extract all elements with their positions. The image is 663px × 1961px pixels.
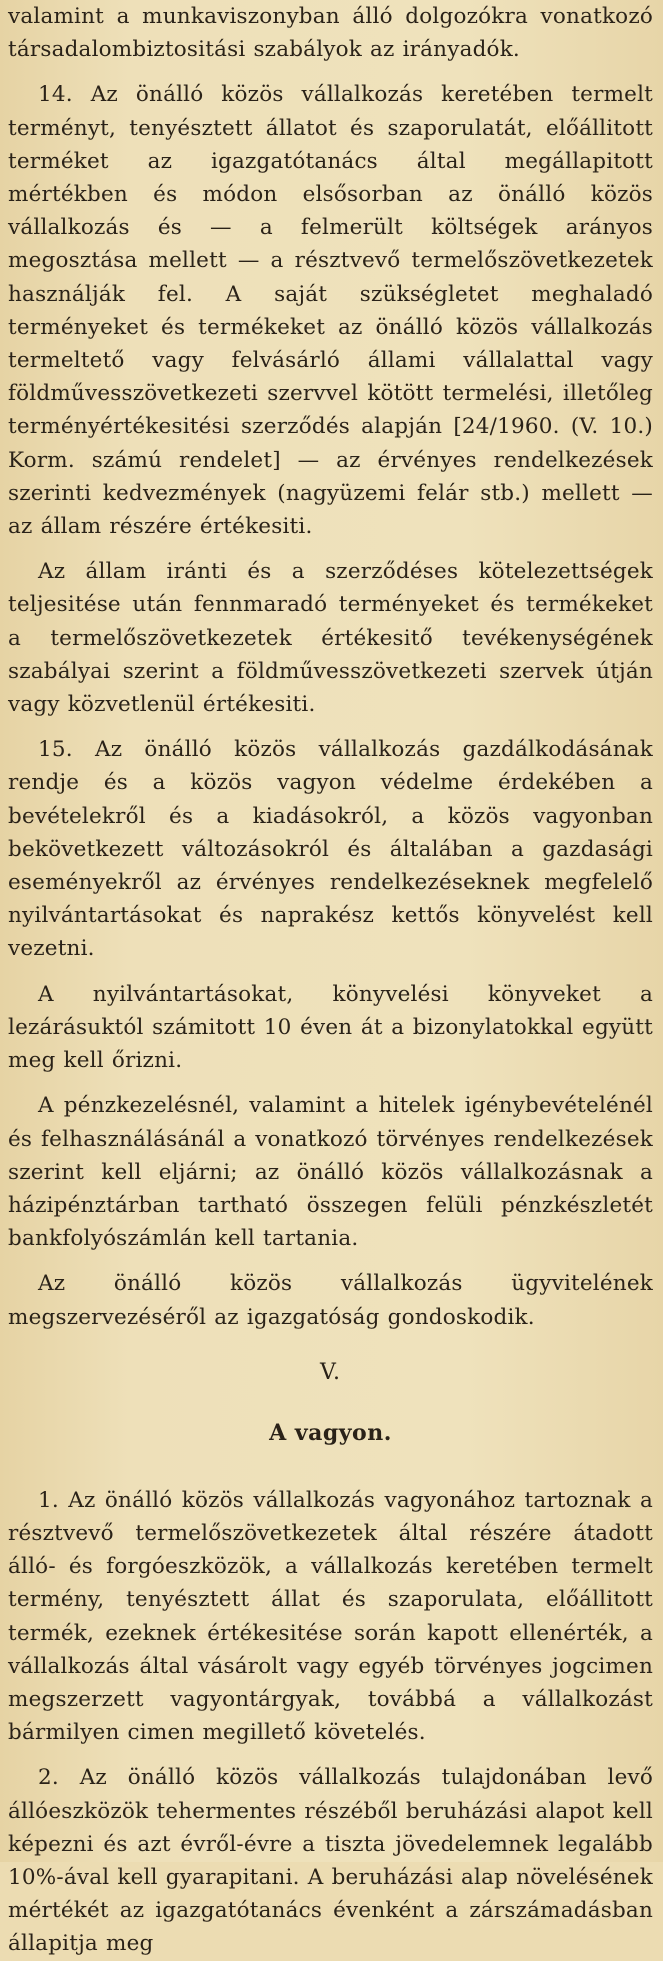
paragraph-records-retention: A nyilvántartásokat, könyvelési könyveket a lezárásuktól számitott 10 éven át a bizonylatokkal együtt meg kell őrizni. xyxy=(8,981,653,1074)
paragraph-section-2: 2. Az önálló közös vállalkozás tulajdonában levő állóeszközök tehermentes részéből beruházási alapot kell képezni és azt évről-évre a tiszta jövedelemnek legalább 10%-ával kell gyarapitani. A beruházási alap növelésének mértékét az igazgatótanács évenként a zárszámadásban állapitja meg xyxy=(8,1765,653,1957)
section-number: V. xyxy=(319,1359,342,1385)
paragraph-cash-handling: A pénzkezelésnél, valamint a hitelek igénybevételénél és felhasználásánál a vonatkozó törvényes rendelkezések szerint kell eljárni; az önálló közös vállalkozásnak a házipénztárban tartható összegen felüli pénzkészletét bankfolyószámlán kell tartania. xyxy=(8,1093,653,1252)
paragraph-15: 15. Az önálló közös vállalkozás gazdálkodásának rendje és a közös vagyon védelme érdekében a bevételekről és a kiadásokról, a közös vagyonban bekövetkezett változásokról és általában a gazdasági eseményekről az érvényes rendelkezéseknek megfelelő nyilvántartásokat és naprakész kettős könyvelést kell vezetni. xyxy=(8,737,653,962)
paragraph-state-obligations: Az állam iránti és a szerződéses kötelezettségek teljesitése után fennmaradó terményeket és termékeket a termelőszövetkezetek értékesitő tevékenységének szabályai szerint a földművesszövetkezeti szervek útján vagy közvetlenül értékesiti. xyxy=(8,559,653,718)
paragraph-continuation: valamint a munkaviszonyban álló dolgozókra vonatkozó társadalombiztositási szabályok az irányadók. xyxy=(8,4,653,63)
paragraph-section-1: 1. Az önálló közös vállalkozás vagyonához tartoznak a résztvevő termelőszövetkezetek által részére átadott álló- és forgóeszközök, a vállalkozás keretében termelt termény, tenyésztett állat és szaporulata, előállitott termék, ezeknek értékesitése során kapott ellenérték, a vállalkozás által vásárolt vagy egyéb törvényes jogcimen megszerzett vagyontárgyak, továbbá a vállalkozást bármilyen cimen megillető követelés. xyxy=(8,1487,653,1746)
section-title: A vagyon. xyxy=(269,1419,392,1446)
paragraph-administration: Az önálló közös vállalkozás ügyvitelének megszervezéséről az igazgatóság gondoskodik. xyxy=(8,1271,653,1330)
paragraph-14: 14. Az önálló közös vállalkozás keretében termelt terményt, tenyésztett állatot és szaporulatát, előállitott terméket az igazgatótanács által megállapitott mértékben és módon elsősorban az önálló közös vállalkozás és — a felmerült költségek arányos megosztása mellett — a résztvevő termelőszövetkezetek használják fel. A saját szükségletet meghaladó terményeket és termékeket az önálló közös vállalkozás termeltető vagy felvásárló állami vállalattal vagy földművesszövetkezeti szervvel kötött termelési, illetőleg terményértékesitési szerződés alapján [24/1960. (V. 10.) Korm. számú rendelet] — az érvényes rendelkezések szerinti kedvezmények (nagyüzemi felár stb.) mellett — az állam részére értékesiti. xyxy=(8,82,653,540)
